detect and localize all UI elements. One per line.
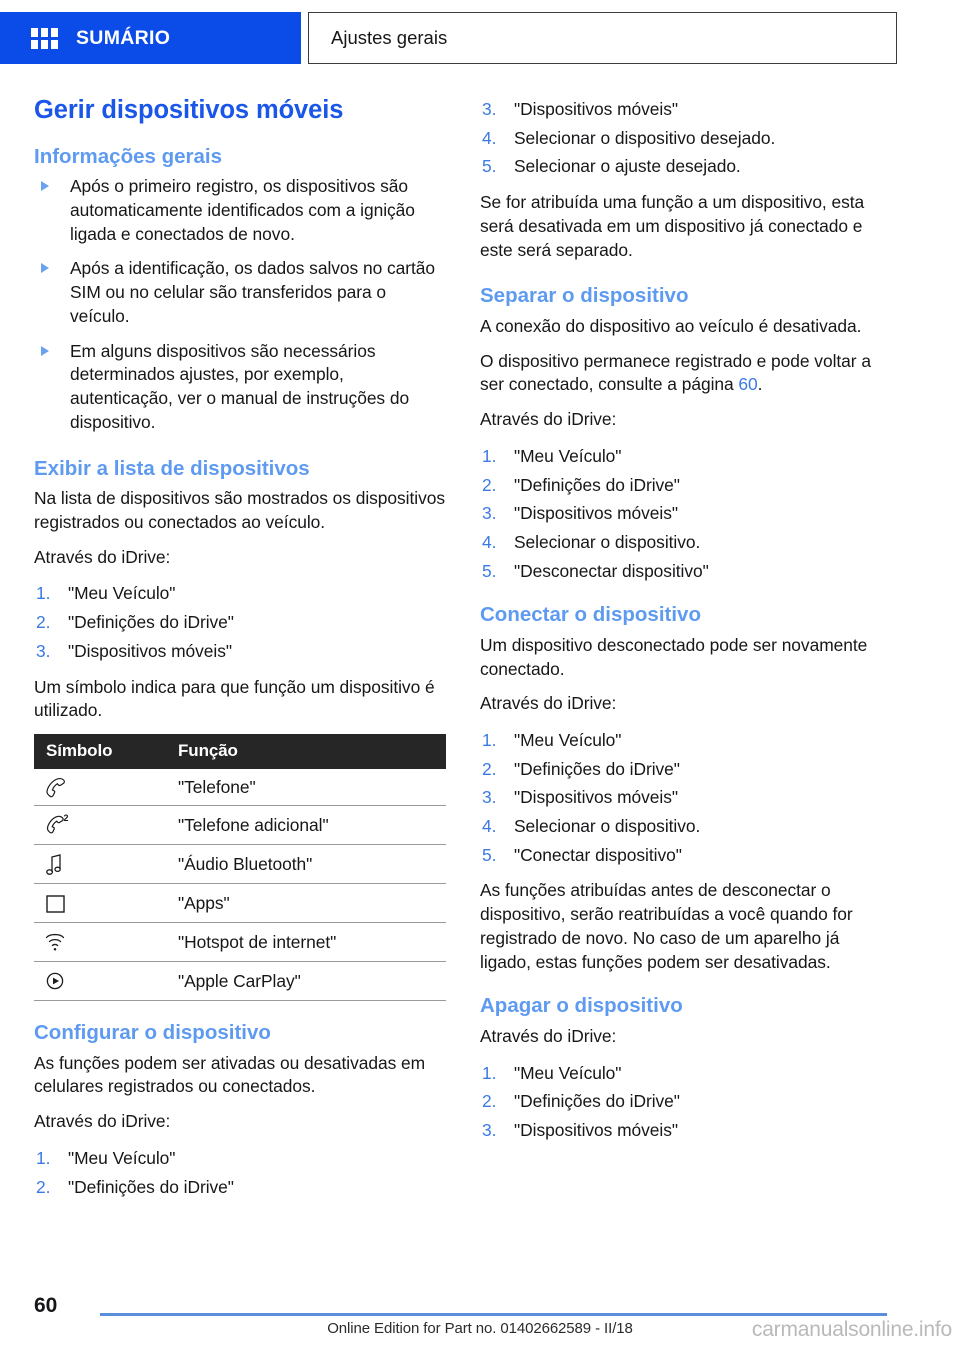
conectar-after-steps: As funções atribuídas antes de desconectar o dispositivo, serão reatribuídas a você quando for registrado de novo. No caso de um aparelho já ligado, estas funções podem ser desativadas. bbox=[480, 880, 853, 972]
page-reference-link[interactable]: 60 bbox=[738, 374, 758, 395]
triangle-bullet-icon bbox=[41, 181, 49, 191]
exibir-intro: Na lista de dispositivos são mostrados os dispositivos registrados ou conectados ao veículo. bbox=[34, 488, 445, 532]
step-text: "Meu Veículo" bbox=[514, 445, 622, 466]
separar-p2-before: O dispositivo permanece registrado e pode voltar a ser conectado, consulte a página bbox=[480, 350, 871, 395]
step-text: "Meu Veículo" bbox=[514, 1062, 622, 1083]
apagar-via-label: Através do iDrive: bbox=[480, 1026, 617, 1047]
step-number: 1. bbox=[36, 1147, 51, 1168]
step-text: Selecionar o dispositivo. bbox=[514, 531, 701, 552]
grid-icon bbox=[31, 28, 57, 48]
conectar-via-label: Através do iDrive: bbox=[480, 693, 617, 714]
triangle-bullet-icon bbox=[41, 263, 49, 273]
step-text: Selecionar o dispositivo. bbox=[514, 816, 701, 837]
right-column bbox=[480, 96, 892, 1155]
list-item bbox=[34, 640, 446, 664]
step-number: 3. bbox=[482, 787, 497, 808]
triangle-bullet-icon bbox=[41, 346, 49, 356]
table-header-simbolo: Símbolo bbox=[34, 734, 166, 769]
list-item bbox=[34, 1176, 446, 1200]
list-item bbox=[480, 98, 892, 122]
separar-via-label: Através do iDrive: bbox=[480, 409, 617, 430]
left-column bbox=[34, 96, 446, 1211]
step-text: "Meu Veículo" bbox=[514, 730, 622, 751]
step-number: 3. bbox=[482, 503, 497, 524]
configurar-intro: As funções podem ser ativadas ou desativadas em celulares registrados ou conectados. bbox=[34, 1052, 426, 1097]
list-item bbox=[480, 758, 892, 782]
list-item bbox=[480, 1090, 892, 1114]
list-item-text: Após a identificação, os dados salvos no cartão SIM ou no celular são transferidos para o veículo. bbox=[70, 258, 436, 326]
table-row bbox=[34, 769, 446, 806]
table-cell-funcao: "Telefone" bbox=[166, 769, 446, 806]
step-text: "Dispositivos móveis" bbox=[514, 1120, 678, 1141]
exibir-step-list bbox=[34, 582, 446, 663]
step-number: 3. bbox=[482, 1120, 497, 1141]
table-row bbox=[34, 923, 446, 962]
carplay-play-circle-icon bbox=[34, 962, 166, 1001]
list-item bbox=[480, 502, 892, 526]
list-item bbox=[34, 611, 446, 635]
apagar-step-list bbox=[480, 1062, 892, 1143]
table-row bbox=[34, 806, 446, 845]
toc-menu-button[interactable] bbox=[0, 12, 301, 64]
step-number: 5. bbox=[482, 844, 497, 865]
table-header-row bbox=[34, 734, 446, 769]
watermark-label: carmanualsonline.info bbox=[751, 1318, 952, 1341]
step-number: 5. bbox=[482, 156, 497, 177]
step-text: "Definições do iDrive" bbox=[514, 758, 680, 779]
table-row bbox=[34, 845, 446, 884]
table-cell-funcao: "Apps" bbox=[166, 884, 446, 923]
footer-divider bbox=[100, 1313, 887, 1316]
step-number: 1. bbox=[482, 1062, 497, 1083]
phone-handset-2-icon bbox=[34, 806, 166, 845]
step-text: "Meu Veículo" bbox=[68, 1147, 176, 1168]
step-text: "Conectar dispositivo" bbox=[514, 844, 682, 865]
configurar-step-list-continued bbox=[480, 98, 892, 179]
separar-step-list bbox=[480, 445, 892, 583]
section-heading-informacoes: Informações gerais bbox=[34, 144, 222, 168]
footer-edition-note: Online Edition for Part no. 01402662589 - II/18 bbox=[327, 1320, 633, 1337]
step-number: 5. bbox=[482, 560, 497, 581]
separar-paragraph-2 bbox=[480, 350, 892, 398]
step-number: 3. bbox=[36, 640, 51, 661]
phone-handset-icon bbox=[34, 769, 166, 806]
informacoes-bullet-list bbox=[34, 175, 446, 435]
list-item bbox=[480, 445, 892, 469]
list-item bbox=[34, 257, 446, 328]
conectar-step-list bbox=[480, 729, 892, 867]
table-header-funcao: Função bbox=[166, 734, 446, 769]
step-text: "Definições do iDrive" bbox=[68, 612, 234, 633]
step-text: "Definições do iDrive" bbox=[514, 1091, 680, 1112]
table-cell-funcao: "Hotspot de internet" bbox=[166, 923, 446, 962]
page-title: Gerir dispositivos móveis bbox=[34, 96, 344, 124]
step-text: "Dispositivos móveis" bbox=[68, 640, 232, 661]
step-number: 2. bbox=[482, 1091, 497, 1112]
step-number: 1. bbox=[482, 445, 497, 466]
continued-note: Se for atribuída uma função a um dispositivo, esta será desativada em um dispositivo já conectado e este será separado. bbox=[480, 192, 865, 260]
step-number: 4. bbox=[482, 816, 497, 837]
list-item bbox=[34, 340, 446, 435]
step-number: 3. bbox=[482, 99, 497, 119]
configurar-step-list bbox=[34, 1147, 446, 1199]
separar-p2-after: . bbox=[757, 374, 763, 395]
section-heading-separar: Separar o dispositivo bbox=[480, 284, 689, 308]
list-item bbox=[480, 815, 892, 839]
step-number: 2. bbox=[482, 758, 497, 779]
table-cell-funcao: "Apple CarPlay" bbox=[166, 962, 446, 1001]
step-text: "Dispositivos móveis" bbox=[514, 99, 678, 119]
conectar-intro: Um dispositivo desconectado pode ser novamente conectado. bbox=[480, 634, 868, 679]
step-number: 2. bbox=[482, 474, 497, 495]
toc-menu-label: SUMÁRIO bbox=[76, 26, 171, 49]
section-heading-configurar: Configurar o dispositivo bbox=[34, 1021, 271, 1044]
list-item bbox=[480, 729, 892, 753]
list-item bbox=[480, 474, 892, 498]
step-number: 2. bbox=[36, 1176, 51, 1197]
music-note-icon bbox=[34, 845, 166, 884]
list-item-text: Após o primeiro registro, os dispositivos são automaticamente identificados com a ignição ligada e conectados de novo. bbox=[70, 176, 415, 244]
section-heading-apagar: Apagar o dispositivo bbox=[480, 994, 683, 1018]
list-item bbox=[480, 1119, 892, 1143]
list-item bbox=[480, 844, 892, 868]
page-header bbox=[0, 12, 960, 64]
step-number: 1. bbox=[482, 730, 497, 751]
step-text: "Dispositivos móveis" bbox=[514, 503, 678, 524]
list-item bbox=[480, 127, 892, 151]
list-item bbox=[34, 582, 446, 606]
step-text: "Meu Veículo" bbox=[68, 583, 176, 604]
symbol-function-table bbox=[34, 734, 446, 1001]
step-text: Selecionar o ajuste desejado. bbox=[514, 156, 741, 177]
step-text: Selecionar o dispositivo desejado. bbox=[514, 127, 776, 148]
step-number: 4. bbox=[482, 531, 497, 552]
section-heading-conectar: Conectar o dispositivo bbox=[480, 603, 701, 627]
step-text: "Desconectar dispositivo" bbox=[514, 560, 709, 581]
wifi-hotspot-icon bbox=[34, 923, 166, 962]
square-app-icon bbox=[34, 884, 166, 923]
breadcrumb[interactable] bbox=[308, 12, 897, 64]
exibir-via-label: Através do iDrive: bbox=[34, 546, 171, 567]
step-number: 4. bbox=[482, 127, 497, 148]
step-text: "Definições do iDrive" bbox=[68, 1176, 234, 1197]
list-item bbox=[480, 560, 892, 584]
separar-paragraph-1: A conexão do dispositivo ao veículo é desativada. bbox=[480, 315, 862, 336]
list-item-text: Em alguns dispositivos são necessários determinados ajustes, por exemplo, autenticação, ver o manual de instruções do dispositivo. bbox=[70, 340, 410, 432]
svg-text:2: 2 bbox=[63, 813, 69, 823]
list-item bbox=[480, 531, 892, 555]
step-text: "Definições do iDrive" bbox=[514, 474, 680, 495]
table-cell-funcao: "Áudio Bluetooth" bbox=[166, 845, 446, 884]
list-item bbox=[480, 1062, 892, 1086]
list-item bbox=[480, 155, 892, 179]
breadcrumb-label: Ajustes gerais bbox=[331, 27, 448, 48]
step-number: 1. bbox=[36, 583, 51, 604]
table-row bbox=[34, 884, 446, 923]
configurar-via-label: Através do iDrive: bbox=[34, 1111, 171, 1132]
table-cell-funcao: "Telefone adicional" bbox=[166, 806, 446, 845]
list-item bbox=[480, 786, 892, 810]
step-number: 2. bbox=[36, 612, 51, 633]
list-item bbox=[34, 1147, 446, 1171]
step-text: "Dispositivos móveis" bbox=[514, 787, 678, 808]
exibir-after-steps: Um símbolo indica para que função um dispositivo é utilizado. bbox=[34, 676, 435, 721]
list-item bbox=[34, 175, 446, 246]
page-footer bbox=[0, 1276, 960, 1362]
page-number: 60 bbox=[34, 1294, 58, 1317]
table-row bbox=[34, 962, 446, 1001]
section-heading-exibir: Exibir a lista de dispositivos bbox=[34, 456, 310, 480]
